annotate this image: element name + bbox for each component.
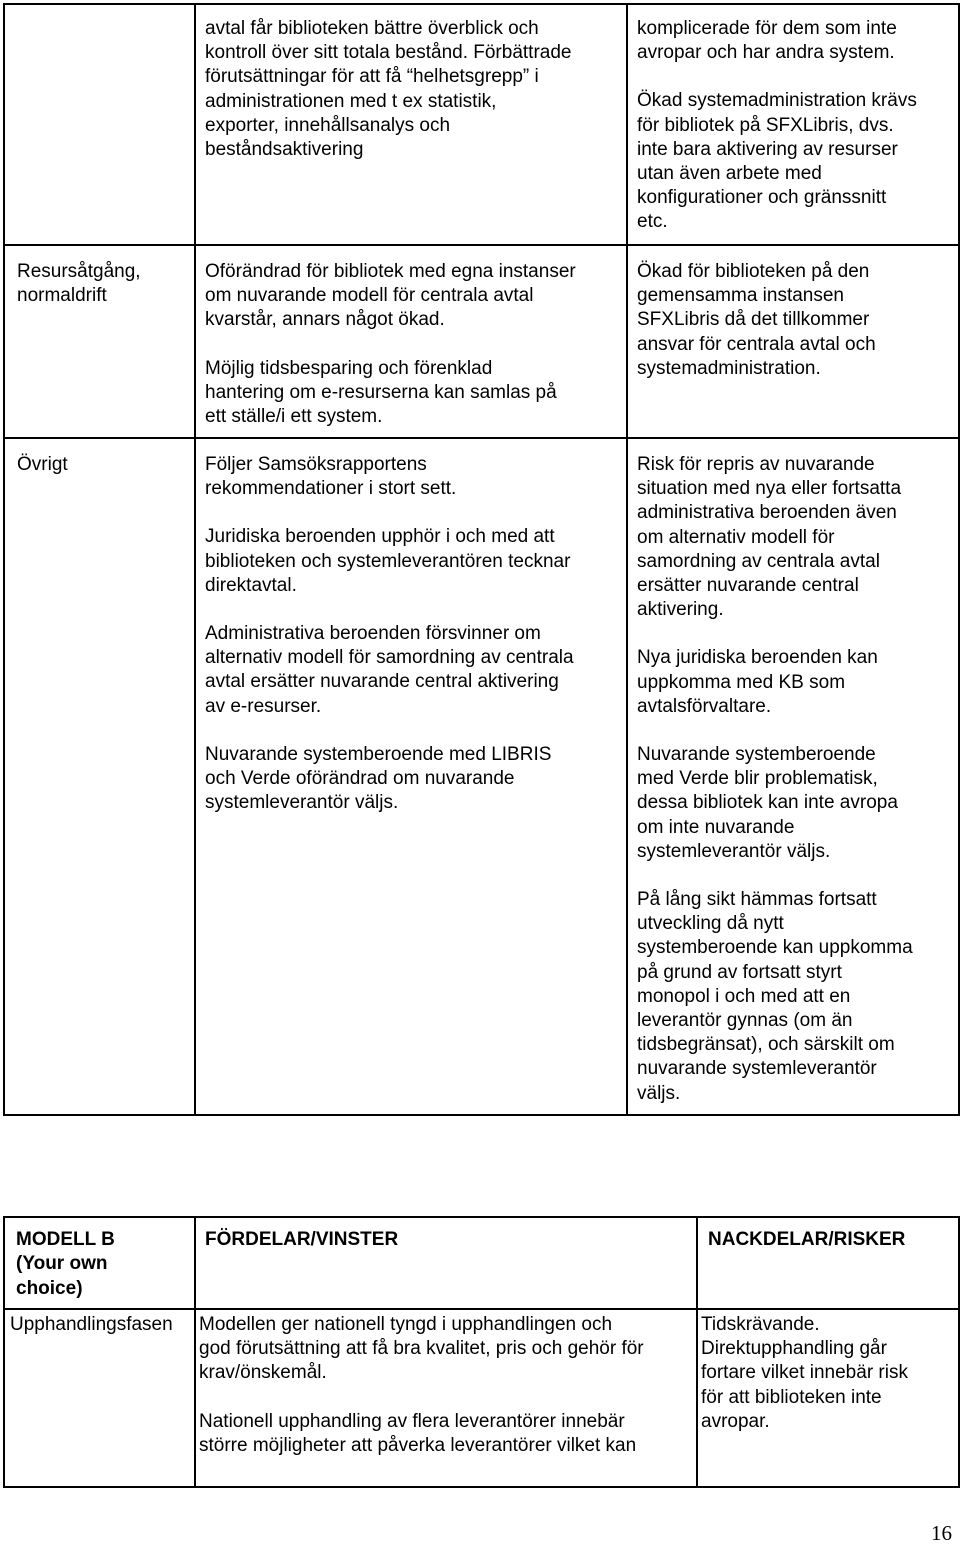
paragraph: Tidskrävande. Direktupphandling går fortare vilket innebär risk för att biblioteken inte avropar. [701, 1314, 908, 1432]
paragraph: komplicerade för dem som inte avropar och har andra system. [637, 18, 897, 64]
row-label: Övrigt [17, 454, 68, 475]
cons-cell [697, 1309, 959, 1487]
comparison-table-model-b [3, 1216, 960, 1488]
cons-cell [627, 245, 959, 438]
paragraph: Nya juridiska beroenden kan uppkomma med KB som avtalsförvaltare. [637, 647, 878, 717]
row-label-cell [4, 245, 195, 438]
pros-cell [195, 438, 627, 1115]
header-cons-cell [697, 1217, 959, 1309]
paragraph: Administrativa beroenden försvinner om alternativ modell för samordning av centrala avtal ersätter nuvarande central aktivering av e-resurser. [205, 623, 574, 717]
header-model-cell [4, 1217, 195, 1309]
comparison-table-model-a [3, 3, 960, 1116]
paragraph: Nuvarande systemberoende med Verde blir problematisk, dessa bibliotek kan inte avropa om inte nuvarande systemleverantör väljs. [637, 744, 898, 862]
table-header-row [4, 1217, 959, 1309]
table-row [4, 4, 959, 245]
paragraph: Nuvarande systemberoende med LIBRIS och Verde oförändrad om nuvarande systemleverantör väljs. [205, 743, 552, 814]
pros-cell [195, 1309, 697, 1487]
paragraph: Ökad systemadministration krävs för bibliotek på SFXLibris, dvs. inte bara aktivering av resurser utan även arbete med konfigurationer och gränssnitt etc. [637, 90, 917, 233]
row-label-cell [4, 4, 195, 245]
pros-heading: FÖRDELAR/VINSTER [205, 1229, 399, 1250]
paragraph: Möjlig tidsbesparing och förenklad hantering om e-resurserna kan samlas på ett ställe/i ett system. [205, 357, 557, 428]
paragraph: Modellen ger nationell tyngd i upphandlingen och god förutsättning att få bra kvalitet, pris och gehör för krav/önskemål. [199, 1314, 644, 1384]
cons-cell [627, 438, 959, 1115]
paragraph: Ökad för biblioteken på den gemensamma instansen SFXLibris då det tillkommer ansvar för centrala avtal och systemadministration. [637, 261, 876, 379]
row-label-cell [4, 438, 195, 1115]
cons-cell [627, 4, 959, 245]
model-heading: MODELL B (Your own choice) [16, 1229, 115, 1299]
header-pros-cell [195, 1217, 697, 1309]
paragraph: avtal får biblioteken bättre överblick och kontroll över sitt totala bestånd. Förbättrade förutsättningar för att få “helhetsgrepp” i administrationen med t ex statistik, exporter, innehållsanalys och beståndsaktivering [205, 18, 572, 161]
paragraph: Risk för repris av nuvarande situation med nya eller fortsatta administrativa beroenden även om alternativ modell för samordning av centrala avtal ersätter nuvarande central aktivering. [637, 454, 902, 621]
page-number: 16 [931, 1521, 952, 1545]
table-row [4, 245, 959, 438]
paragraph: Oförändrad för bibliotek med egna instanser om nuvarande modell för centrala avtal kvarstår, annars något ökad. [205, 261, 576, 331]
paragraph: Följer Samsöksrapportens rekommendationer i stort sett. [205, 454, 457, 500]
pros-cell [195, 4, 627, 245]
row-label: Upphandlingsfasen [10, 1314, 173, 1335]
cons-heading: NACKDELAR/RISKER [708, 1229, 906, 1250]
row-label-cell [4, 1309, 195, 1487]
pros-cell [195, 245, 627, 438]
paragraph: Juridiska beroenden upphör i och med att biblioteken och systemleverantören tecknar direktavtal. [205, 526, 571, 596]
paragraph: På lång sikt hämmas fortsatt utveckling då nytt systemberoende kan uppkomma på grund av fortsatt styrt monopol i och med att en leverantör gynnas (om än tidsbegränsat), och särskilt om nuvarande systemleverantör väljs. [637, 889, 913, 1104]
row-label: Resursåtgång, normaldrift [17, 261, 141, 307]
table-row [4, 1309, 959, 1487]
paragraph: Nationell upphandling av flera leverantörer innebär större möjligheter att påverka leverantörer vilket kan [199, 1410, 637, 1456]
table-row [4, 438, 959, 1115]
